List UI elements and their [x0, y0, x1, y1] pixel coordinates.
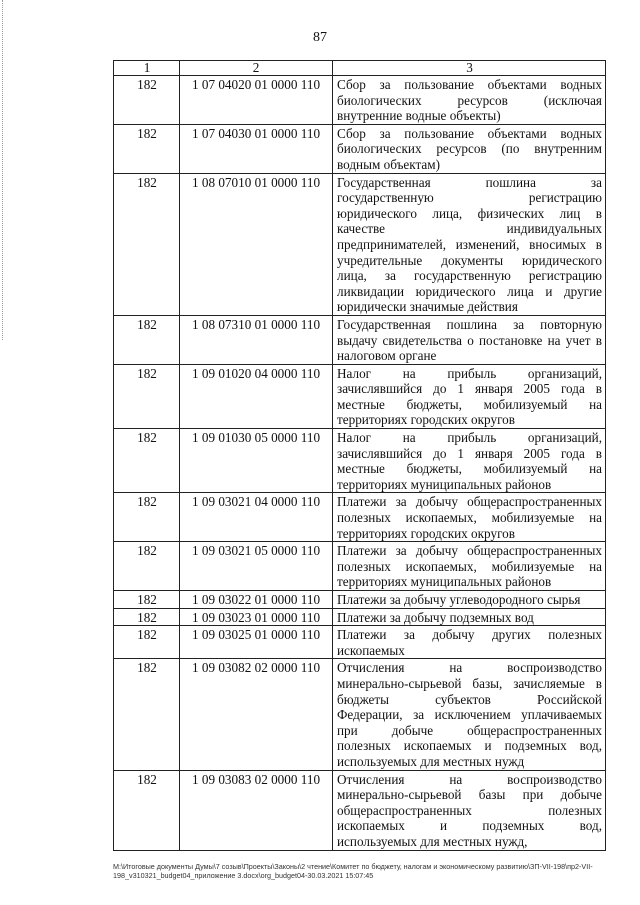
- budget-classification-code-cell: 1 09 03083 02 0000 110: [180, 770, 333, 850]
- administrator-code-cell: 182: [114, 429, 180, 493]
- description-line: ископаемых и подземных вод,: [337, 818, 602, 834]
- description-line: Платежи за добычу общераспространенных: [337, 543, 602, 559]
- administrator-code-cell: 182: [114, 364, 180, 428]
- description-line: Отчисления на воспроизводство: [337, 771, 602, 787]
- description-line: предпринимателей, изменений, вносимых в: [337, 236, 602, 252]
- description-line: водным объектам): [337, 156, 441, 172]
- administrator-code-cell: 182: [114, 770, 180, 850]
- budget-classification-code-cell: 1 08 07010 01 0000 110: [180, 173, 333, 315]
- table-row: [114, 124, 606, 173]
- table-header-row: [114, 61, 606, 76]
- administrator-code-cell: 182: [114, 173, 180, 315]
- description-line: Платежи за добычу подземных вод: [337, 609, 534, 625]
- description-line: биологических ресурсов (исключая: [337, 92, 602, 108]
- description-line: Налог на прибыль организаций,: [337, 365, 602, 381]
- description-line: Государственная пошлина за повторную: [337, 316, 602, 332]
- revenue-description-cell: [333, 315, 606, 364]
- budget-classification-code-cell: 1 09 03082 02 0000 110: [180, 659, 333, 770]
- administrator-code-cell: 182: [114, 659, 180, 770]
- administrator-code-cell: 182: [114, 626, 180, 659]
- binding-margin-line: [2, 0, 4, 340]
- revenue-description-cell: [333, 659, 606, 770]
- budget-classification-code-cell: 1 07 04030 01 0000 110: [180, 124, 333, 173]
- administrator-code-cell: 182: [114, 591, 180, 609]
- revenue-description-cell: [333, 591, 606, 609]
- table-row: [114, 429, 606, 493]
- administrator-code-cell: 182: [114, 76, 180, 125]
- budget-classification-code-cell: 1 09 01030 05 0000 110: [180, 429, 333, 493]
- table-row: [114, 626, 606, 659]
- description-line: ископаемых: [337, 642, 405, 658]
- description-line: государственную регистрацию: [337, 190, 602, 206]
- table-row: [114, 76, 606, 125]
- footer-line: 198_v310321_budget04_приложение 3.docx\org_budget04-30.03.2021 15:07:45: [113, 871, 374, 880]
- description-line: зачислявшийся до 1 января 2005 года в: [337, 381, 602, 397]
- administrator-code-cell: 182: [114, 542, 180, 591]
- description-line: внутренние водные объекты): [337, 108, 501, 124]
- description-line: полезных ископаемых и подземных вод,: [337, 738, 602, 754]
- header-col-3: 3: [333, 61, 606, 76]
- file-path-footer: [113, 862, 623, 880]
- revenue-description-cell: [333, 770, 606, 850]
- page-number: 87: [313, 30, 327, 45]
- budget-classification-code-cell: 1 09 03025 01 0000 110: [180, 626, 333, 659]
- table-row: [114, 315, 606, 364]
- budget-classification-code-cell: 1 08 07310 01 0000 110: [180, 315, 333, 364]
- table-row: [114, 542, 606, 591]
- description-line: лица, за государственную регистрацию: [337, 268, 602, 284]
- table-row: [114, 591, 606, 609]
- table-row: [114, 364, 606, 428]
- description-line: качестве индивидуальных: [337, 221, 602, 237]
- revenue-description-cell: [333, 542, 606, 591]
- description-line: зачислявшийся до 1 января 2005 года в: [337, 445, 602, 461]
- table-row: [114, 493, 606, 542]
- description-line: территориях муниципальных районов: [337, 574, 552, 590]
- description-line: при добыче общераспространенных: [337, 722, 602, 738]
- table-row: [114, 770, 606, 850]
- footer-line: M:\Итоговые документы Думы\7 созыв\Проекты\Законы\2 чтение\Комитет по бюджету, налогам и экономическому развитию\ЗП-VII-198\пр2-VII-: [113, 862, 593, 871]
- description-line: юридически значимые действия: [337, 299, 518, 315]
- description-line: Государственная пошлина за: [337, 174, 602, 190]
- description-line: местные бюджеты, мобилизуемый на: [337, 461, 602, 477]
- description-line: Отчисления на воспроизводство: [337, 660, 602, 676]
- budget-classification-code-cell: 1 09 03023 01 0000 110: [180, 608, 333, 626]
- header-col-2: 2: [180, 61, 333, 76]
- description-line: биологических ресурсов (по внутренним: [337, 141, 602, 157]
- description-line: Федерации, за исключением уплачиваемых: [337, 707, 602, 723]
- description-line: юридического лица, физических лиц в: [337, 205, 602, 221]
- description-line: общераспространенных полезных: [337, 802, 602, 818]
- budget-classification-code-cell: 1 09 03022 01 0000 110: [180, 591, 333, 609]
- description-line: местные бюджеты, мобилизуемый на: [337, 396, 602, 412]
- description-line: Налог на прибыль организаций,: [337, 430, 602, 446]
- revenue-description-cell: [333, 608, 606, 626]
- budget-classification-code-cell: 1 09 01020 04 0000 110: [180, 364, 333, 428]
- revenue-description-cell: [333, 626, 606, 659]
- budget-classification-code-cell: 1 07 04020 01 0000 110: [180, 76, 333, 125]
- revenue-description-cell: [333, 173, 606, 315]
- revenue-description-cell: [333, 429, 606, 493]
- description-line: Сбор за пользование объектами водных: [337, 125, 602, 141]
- revenue-description-cell: [333, 124, 606, 173]
- description-line: используемых для местных нужд: [337, 753, 525, 769]
- administrator-code-cell: 182: [114, 493, 180, 542]
- revenue-description-cell: [333, 364, 606, 428]
- revenue-codes-table: [113, 60, 606, 851]
- header-col-1: 1: [114, 61, 180, 76]
- administrator-code-cell: 182: [114, 315, 180, 364]
- description-line: Сбор за пользование объектами водных: [337, 77, 602, 92]
- administrator-code-cell: 182: [114, 608, 180, 626]
- description-line: Платежи за добычу общераспространенных: [337, 494, 602, 510]
- administrator-code-cell: 182: [114, 124, 180, 173]
- description-line: ликвидации юридического лица и другие: [337, 283, 602, 299]
- description-line: территориях городских округов: [337, 525, 515, 541]
- table-row: [114, 659, 606, 770]
- description-line: территориях городских округов: [337, 412, 515, 428]
- revenue-description-cell: [333, 493, 606, 542]
- description-line: полезных ископаемых, мобилизуемые на: [337, 558, 602, 574]
- description-line: полезных ископаемых, мобилизуемые на: [337, 510, 602, 526]
- budget-classification-code-cell: 1 09 03021 04 0000 110: [180, 493, 333, 542]
- description-line: Платежи за добычу углеводородного сырья: [337, 592, 581, 607]
- description-line: минерально-сырьевой базы, зачисляемые в: [337, 675, 602, 691]
- table-row: [114, 173, 606, 315]
- table-row: [114, 608, 606, 626]
- revenue-description-cell: [333, 76, 606, 125]
- description-line: налоговом органе: [337, 348, 437, 364]
- description-line: выдачу свидетельства о постановке на учет в: [337, 332, 602, 348]
- description-line: территориях муниципальных районов: [337, 476, 552, 492]
- budget-classification-code-cell: 1 09 03021 05 0000 110: [180, 542, 333, 591]
- description-line: минерально-сырьевой базы при добыче: [337, 787, 602, 803]
- description-line: используемых для местных нужд,: [337, 833, 528, 849]
- description-line: бюджеты субъектов Российской: [337, 691, 602, 707]
- description-line: учредительные документы юридического: [337, 252, 602, 268]
- description-line: Платежи за добычу других полезных: [337, 627, 602, 643]
